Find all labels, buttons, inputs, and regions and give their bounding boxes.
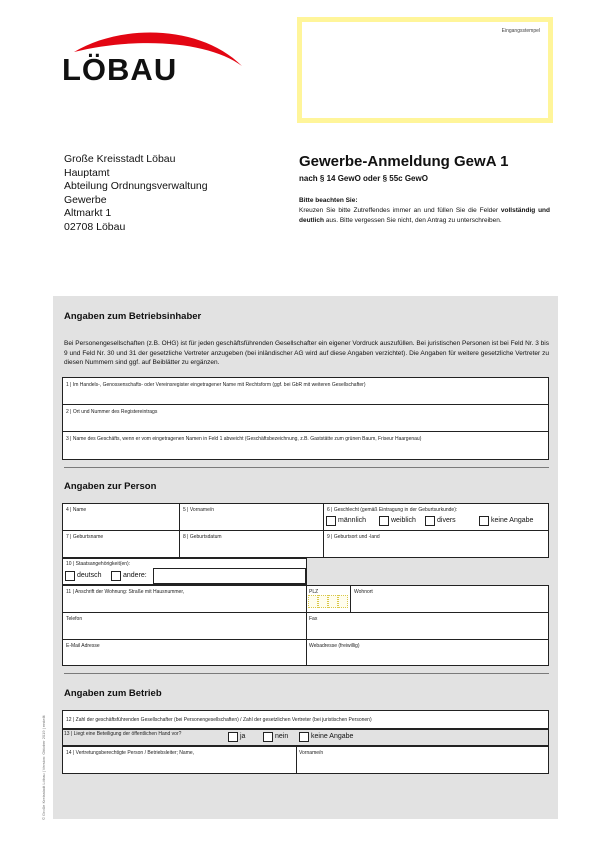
- participation-option-label: nein: [275, 733, 289, 740]
- fax-label: Fax: [309, 616, 318, 622]
- fax-input[interactable]: [307, 613, 548, 639]
- field-5-label: 5 | Vorname/n: [183, 507, 215, 513]
- form-subtitle: nach § 14 GewO oder § 55c GewO: [299, 174, 428, 183]
- address-line: Abteilung Ordnungsverwaltung: [64, 180, 208, 193]
- eingangsstempel-box: [297, 17, 553, 123]
- field-6-label: 6 | Geschlecht (gemäß Eintragung in der Geburtsurkunde):: [327, 507, 458, 513]
- participation-option-label: ja: [240, 733, 246, 740]
- participation-nein-checkbox[interactable]: [263, 732, 273, 742]
- nationality-option-label: andere:: [123, 572, 147, 579]
- gender-option-label: divers: [437, 517, 456, 524]
- nationality-option-label: deutsch: [77, 572, 102, 579]
- copyright-note: © Große Kreisstadt Löbau | Version: Oktober 2019 | erstellt: [41, 715, 46, 820]
- loebau-logo: [60, 26, 250, 88]
- field-1-label: 1 | Im Handels-, Genossenschafts- oder Vereinsregister eingetragener Name mit Rechtsform (ggf. bei GbR mit weiteren Gesellschafter): [66, 382, 366, 388]
- section-separator: [64, 673, 549, 674]
- plz-digit-input[interactable]: [338, 595, 348, 608]
- telefon-input[interactable]: [63, 613, 306, 639]
- address-line: Altmarkt 1: [64, 207, 112, 220]
- section-separator: [64, 467, 549, 468]
- gender-option-label: keine Angabe: [491, 517, 534, 524]
- telefon-label: Telefon: [66, 616, 83, 622]
- wohnort-label: Wohnort: [354, 589, 373, 595]
- logo-text: LÖBAU: [62, 52, 178, 87]
- gender-divers-checkbox[interactable]: [425, 516, 435, 526]
- section-title-betriebsinhaber: Angaben zum Betriebsinhaber: [64, 311, 202, 322]
- plz-digit-input[interactable]: [308, 595, 318, 608]
- plz-digit-input[interactable]: [328, 595, 338, 608]
- field-14-label: 14 | Vertretungsberechtigte Person / Betriebsleiter; Name,: [66, 750, 195, 756]
- nationality-andere-checkbox[interactable]: [111, 571, 121, 581]
- participation-option-label: keine Angabe: [311, 733, 354, 740]
- gender-keine-angabe-checkbox[interactable]: [479, 516, 489, 526]
- nationality-deutsch-checkbox[interactable]: [65, 571, 75, 581]
- field-7-label: 7 | Geburtsname: [66, 534, 104, 540]
- field-4-label: 4 | Name: [66, 507, 87, 513]
- section-intro: Bei Personengesellschaften (z.B. OHG) ist für jeden geschäftsführenden Gesellschafter ein eigener Vordruck auszufüllen. Bei juristischen Personen ist bei Feld Nr. 3 bis 9 und Feld Nr. 30 und 31 der gesetzliche Vertreter anzugeben (bei inländischer AG wird auf diese Angaben verzichtet). Die Angaben für weitere gesetzliche Vertreter zu diesen Nummern sind ggf. auf Beiblätter zu ergänzen.: [64, 340, 549, 367]
- address-line: Gewerbe: [64, 193, 107, 206]
- gender-maennlich-checkbox[interactable]: [326, 516, 336, 526]
- participation-ja-checkbox[interactable]: [228, 732, 238, 742]
- note-heading: Bitte beachten Sie:: [299, 197, 358, 204]
- field-13-label: 13 | Liegt eine Beteiligung der öffentlichen Hand vor?: [64, 731, 182, 737]
- authority-address: [64, 153, 208, 235]
- field-8-label: 8 | Geburtsdatum: [183, 534, 222, 540]
- field-12-label: 12 | Zahl der geschäftsführenden Gesellschafter (bei Personengesellschaften) / Zahl der gesetzlichen Vertreter (bei juristischen Personen): [66, 717, 372, 723]
- field-10-label: 10 | Staatsangehörigkeit(en):: [66, 561, 131, 567]
- participation-keine-angabe-checkbox[interactable]: [299, 732, 309, 742]
- field-14-vorname-input[interactable]: [297, 747, 548, 773]
- section-title-betrieb: Angaben zum Betrieb: [64, 688, 162, 699]
- form-title: Gewerbe-Anmeldung GewA 1: [299, 153, 509, 170]
- nationality-other-input[interactable]: [153, 568, 306, 584]
- webadresse-label: Webadresse (freiwillig): [309, 643, 360, 649]
- note-text: Kreuzen Sie bitte Zutreffendes immer an und füllen Sie die Felder vollständig und deutlich aus. Bitte vergessen Sie nicht, den Antrag zu unterschreiben.: [299, 207, 550, 224]
- gender-weiblich-checkbox[interactable]: [379, 516, 389, 526]
- plz-digit-input[interactable]: [318, 595, 328, 608]
- plz-label: PLZ: [309, 589, 319, 595]
- field-9-label: 9 | Geburtsort und -land: [327, 534, 380, 540]
- address-line: 02708 Löbau: [64, 220, 126, 233]
- section-title-person: Angaben zur Person: [64, 481, 157, 492]
- email-label: E-Mail Adresse: [66, 643, 100, 649]
- gender-option-label: weiblich: [391, 517, 416, 524]
- field-11-label: 11 | Anschrift der Wohnung: Straße mit Hausnummer,: [66, 589, 185, 595]
- vornamen-label: Vorname/n: [299, 750, 324, 756]
- field-2-label: 2 | Ort und Nummer des Registereintrags: [66, 409, 158, 415]
- gender-option-label: männlich: [338, 517, 367, 524]
- address-line: Hauptamt: [64, 166, 110, 179]
- stamp-label: Eingangsstempel: [501, 28, 540, 34]
- wohnort-input[interactable]: [351, 586, 548, 612]
- address-line: Große Kreisstadt Löbau: [64, 153, 176, 165]
- field-3-label: 3 | Name des Geschäfts, wenn er vom eingetragenen Namen in Feld 1 abweicht (Geschäftsbezeichnung, z.B. Gaststätte zum grünen Baum, Friseur Haargenau): [66, 436, 422, 442]
